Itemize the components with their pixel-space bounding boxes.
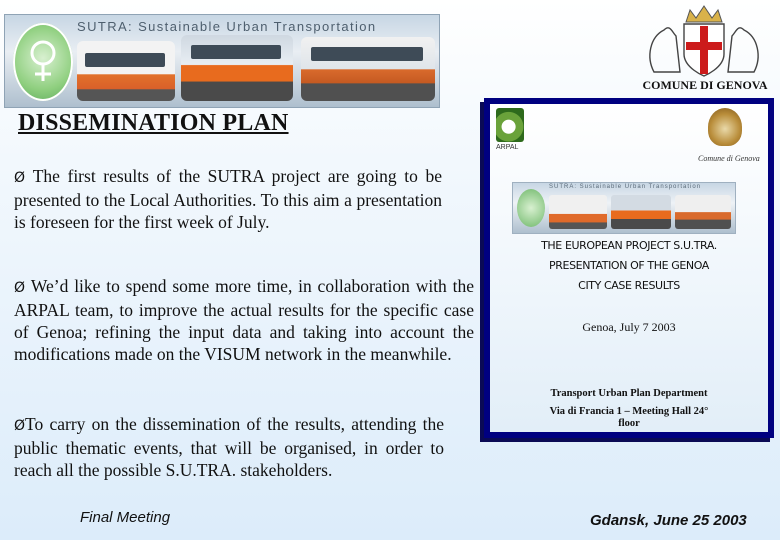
page-title: DISSEMINATION PLAN: [18, 110, 289, 136]
bullet-arrow-icon: Ø: [14, 170, 33, 186]
arpal-label: ARPAL: [496, 144, 519, 151]
comune-label: Comune di Genova: [698, 154, 760, 163]
presentation-heading: [496, 236, 762, 296]
department-name: Transport Urban Plan Department: [550, 388, 708, 399]
bullet-paragraph-3: [14, 413, 444, 481]
footer-event: Final Meeting: [80, 509, 171, 526]
paragraph-text: To carry on the dissemination of the results, attending the public thematic events, that will be organised, in order to reach all the possible S.U.TRA. stakeholders.: [14, 414, 444, 480]
paragraph-text: We’d like to spend some more time, in collaboration with the ARPAL team, to improve the actual results for the specific case of Genoa; refining the input data and taking into account the modifications made on the VISUM network in the meanwhile.: [14, 276, 474, 364]
bullet-arrow-icon: Ø: [14, 280, 31, 296]
bus-image: [611, 195, 671, 229]
presentation-date: Genoa, July 7 2003: [582, 320, 676, 334]
bullet-arrow-icon: Ø: [14, 418, 26, 434]
paragraph-text: The first results of the SUTRA project are going to be presented to the Local Authorities. To this aim a presentation is foreseen for the first week of July.: [14, 166, 442, 232]
crest-label: COMUNE DI GENOVA: [642, 78, 768, 92]
heading-line: PRESENTATION OF THE GENOA: [549, 259, 709, 272]
venue-line: floor: [618, 418, 640, 429]
sutra-logo-icon: [13, 23, 73, 101]
genova-crest-icon: [708, 108, 742, 146]
heading-line: THE EUROPEAN PROJECT S.U.TRA.: [541, 239, 717, 252]
banner-title: SUTRA: Sustainable Urban Transportation: [77, 19, 377, 34]
bullet-paragraph-2: [14, 275, 474, 365]
footer-date: Gdansk, June 25 2003: [590, 512, 747, 529]
mini-banner-title: SUTRA: Sustainable Urban Transportation: [549, 184, 702, 190]
tram-image: [675, 195, 731, 229]
bus-image: [181, 35, 293, 101]
venue-line: Via di Francia 1 – Meeting Hall 24°: [549, 406, 709, 417]
presentation-thumbnail: [484, 98, 774, 438]
mini-sutra-banner: [512, 182, 736, 234]
tram-image: [301, 37, 435, 101]
heading-line: CITY CASE RESULTS: [578, 279, 680, 292]
bullet-paragraph-1: [14, 165, 442, 233]
bus-image: [77, 41, 175, 101]
venue: [490, 406, 768, 430]
sutra-logo-icon: [517, 189, 545, 227]
bus-image: [549, 195, 607, 229]
arpal-logo-icon: [496, 108, 524, 142]
sutra-banner: [4, 14, 440, 108]
thumbnail-card: [490, 104, 768, 432]
